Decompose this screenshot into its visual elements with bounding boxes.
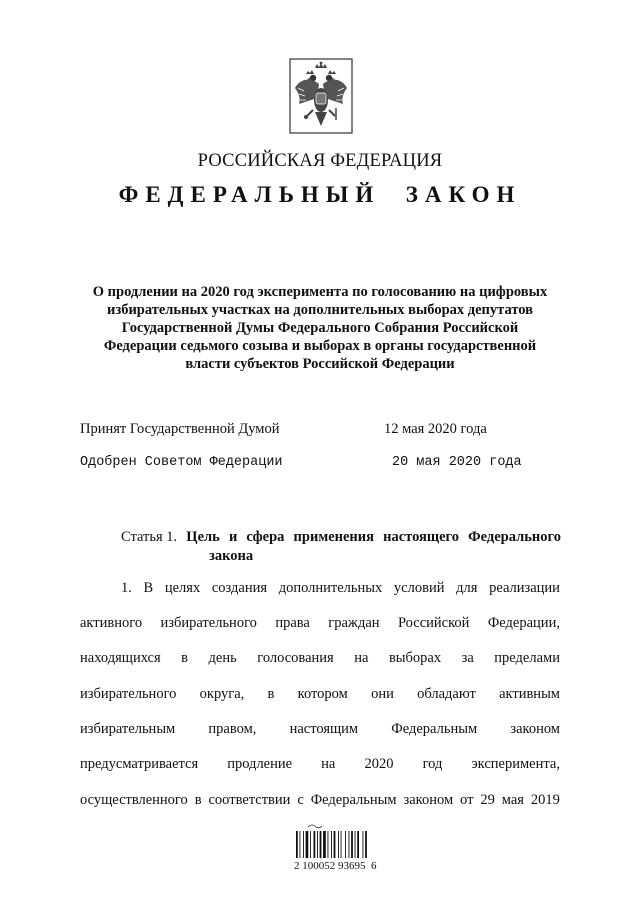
body-word: в xyxy=(181,650,189,666)
body-word: находящихся xyxy=(80,650,161,666)
body-word: в xyxy=(194,792,202,808)
body-word: для xyxy=(456,580,478,596)
body-line xyxy=(80,721,560,738)
title-line: Государственной Думы Федерального Собрания Российской xyxy=(121,320,519,336)
body-word: избирательным xyxy=(80,721,176,737)
duma-adoption-date: 12 мая 2020 года xyxy=(384,421,487,437)
article-title-word: настоящего xyxy=(383,529,460,545)
body-word: округа, xyxy=(199,686,245,702)
barcode-number: 2 100052 93695 6 xyxy=(294,860,377,872)
body-word: мая xyxy=(501,792,524,808)
country-name: РОССИЙСКАЯ ФЕДЕРАЦИЯ xyxy=(197,151,443,171)
body-word: 2020 xyxy=(364,756,394,772)
body-word: Федерации, xyxy=(487,615,560,631)
body-line xyxy=(80,686,560,703)
barcode-bar xyxy=(331,831,332,858)
barcode-bar xyxy=(351,831,353,858)
barcode-bar xyxy=(365,831,367,858)
title-line: О продлении на 2020 год эксперимента по голосованию на цифровых xyxy=(92,284,548,300)
barcode-bar xyxy=(328,831,329,858)
barcode-bar xyxy=(355,831,356,858)
body-word: правом, xyxy=(208,721,257,737)
body-word: на xyxy=(321,756,336,772)
article-title-word: Федерального xyxy=(468,529,561,545)
body-word: за xyxy=(461,650,474,666)
barcode-bar xyxy=(357,831,359,858)
law-title-heading xyxy=(70,283,570,373)
barcode-bar xyxy=(345,831,346,858)
body-line xyxy=(80,615,560,632)
title-line: Федерации седьмого созыва и выборах в органы государственной xyxy=(103,338,537,354)
barcode-bar xyxy=(341,831,342,858)
body-word: реализации xyxy=(489,580,560,596)
barcode-bar xyxy=(300,831,301,858)
body-word: активного xyxy=(80,615,143,631)
article-title-word: применения xyxy=(293,529,374,545)
body-word: 2019 xyxy=(530,792,560,808)
body-word: котором xyxy=(297,686,348,702)
body-word: избирательного xyxy=(160,615,257,631)
body-word: Федеральным xyxy=(310,792,397,808)
title-line: власти субъектов Российской Федерации xyxy=(185,356,455,372)
body-word: осуществленного xyxy=(80,792,188,808)
barcode-bar xyxy=(338,831,339,858)
article-title-word: сфера xyxy=(246,529,285,545)
coat-of-arms-emblem xyxy=(289,58,353,134)
barcode-bar xyxy=(363,831,364,858)
body-word: от xyxy=(460,792,474,808)
body-word: граждан xyxy=(328,615,380,631)
body-word: соответствии xyxy=(208,792,291,808)
barcode-bar xyxy=(296,831,298,858)
barcode-bar xyxy=(323,831,326,858)
body-word: дополнительных xyxy=(278,580,383,596)
body-word: Федеральным xyxy=(391,721,478,737)
barcode-bar xyxy=(320,831,322,858)
body-word: условий xyxy=(393,580,445,596)
barcode-bar xyxy=(334,831,336,858)
body-word: они xyxy=(371,686,394,702)
body-word: Российской xyxy=(397,615,470,631)
duma-adoption-label: Принят Государственной Думой xyxy=(80,421,280,437)
body-word: голосования xyxy=(257,650,334,666)
barcode-bar xyxy=(314,831,316,858)
law-type-title: ФЕДЕРАЛЬНЫЙ ЗАКОН xyxy=(118,182,522,207)
body-word: обладают xyxy=(417,686,476,702)
title-line: избирательных участках на дополнительных выборах депутатов xyxy=(107,302,533,318)
body-word: законом xyxy=(403,792,454,808)
body-word: год xyxy=(422,756,443,772)
body-word: В xyxy=(143,580,154,596)
body-line xyxy=(80,650,560,667)
body-word: эксперимента, xyxy=(471,756,560,772)
article-title-line2: закона xyxy=(209,548,254,564)
body-word: настоящим xyxy=(289,721,359,737)
council-approval-label: Одобрен Советом Федерации xyxy=(80,455,283,470)
signature-mark xyxy=(308,825,322,828)
body-word: с xyxy=(297,792,304,808)
barcode-bar xyxy=(306,831,309,858)
body-word: избирательного xyxy=(80,686,177,702)
body-word: создания xyxy=(211,580,268,596)
body-word: 29 xyxy=(480,792,495,808)
body-word: в xyxy=(267,686,275,702)
article-title-word: и xyxy=(228,529,238,545)
barcode-bar xyxy=(310,831,311,858)
body-word: на xyxy=(354,650,369,666)
body-word: предусматривается xyxy=(80,756,199,772)
body-word: законом xyxy=(510,721,560,737)
barcode-bar xyxy=(303,831,304,858)
body-word: продление xyxy=(227,756,293,772)
body-word: пределами xyxy=(494,650,560,666)
body-word: день xyxy=(208,650,237,666)
article-number: Статья 1. xyxy=(121,529,178,545)
body-word: целях xyxy=(164,580,201,596)
barcode-bar xyxy=(317,831,318,858)
barcode-bar xyxy=(349,831,350,858)
council-approval-date: 20 мая 2020 года xyxy=(392,455,522,470)
body-word: выборах xyxy=(388,650,442,666)
body-word: активным xyxy=(499,686,560,702)
body-line xyxy=(80,792,560,809)
body-line xyxy=(121,580,560,597)
article-title-word: Цель xyxy=(186,529,220,545)
body-line xyxy=(80,756,560,773)
article-1-heading xyxy=(121,528,561,566)
body-word: 1. xyxy=(121,580,132,596)
body-word: права xyxy=(275,615,310,631)
